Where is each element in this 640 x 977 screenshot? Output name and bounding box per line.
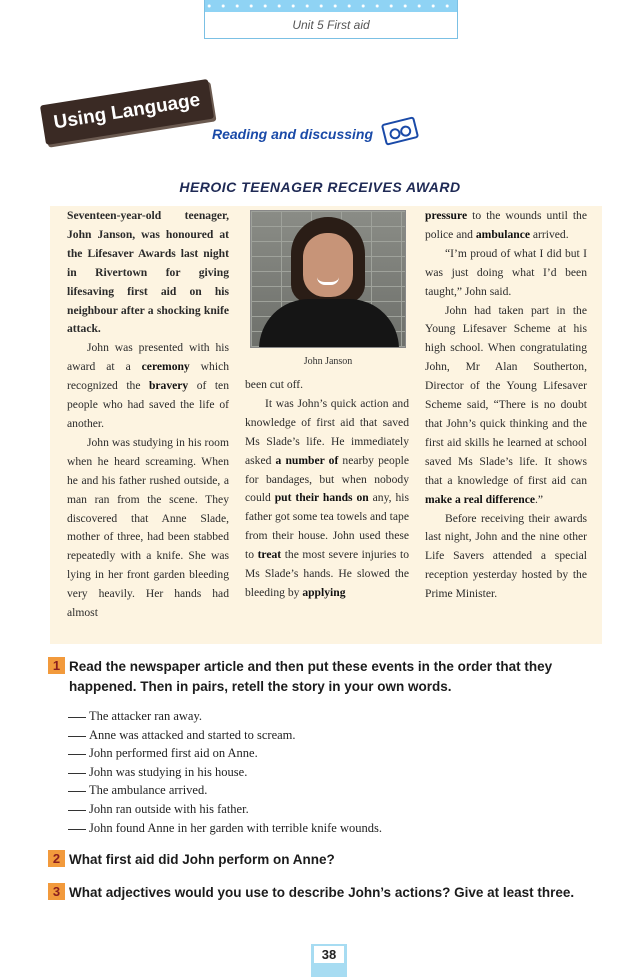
event-item (68, 781, 382, 800)
key-word: ambulance (475, 227, 530, 241)
key-word: bravery (148, 379, 189, 393)
event-item (68, 819, 382, 838)
article-paragraph (425, 207, 587, 245)
section-subheading: Reading and discussing (212, 126, 374, 142)
answer-blank[interactable] (68, 754, 86, 755)
task-1-text: Read the newspaper article and then put these events in the order that they (69, 659, 553, 674)
article-lead: Seventeen-year-old teenager, John Janson, was honoured at the Lifesaver Awards last night in Rivertown for giving lifesaving first aid on his neighbour after a shocking knife attack. (67, 209, 229, 336)
article-paragraph: been cut off. (245, 378, 304, 391)
answer-blank[interactable] (68, 791, 86, 792)
event-item (68, 707, 382, 726)
text-run: which recognized the (67, 360, 230, 393)
john-janson-photo (250, 210, 406, 348)
event-item (68, 726, 382, 745)
event-text: John ran outside with his father. (89, 801, 249, 816)
text-run: John was presented with his award at a (67, 341, 229, 374)
photo-caption: John Janson (303, 356, 353, 367)
text-run: of ten people who had saved the life of another. (67, 379, 229, 430)
answer-blank[interactable] (68, 810, 86, 811)
task-1-text-continued: happened. Then in pairs, retell the story in your own words. (69, 679, 452, 694)
key-word: applying (302, 585, 346, 599)
key-word: ceremony (141, 360, 190, 374)
answer-blank[interactable] (68, 717, 86, 718)
text-run: the most severe injuries to Ms Slade’s hands. He slowed the bleeding by (245, 548, 409, 599)
event-text: Anne was attacked and started to scream. (89, 727, 296, 742)
key-word: make a real difference (425, 492, 535, 506)
event-text: The ambulance arrived. (89, 783, 208, 798)
task-3 (48, 883, 574, 903)
answer-blank[interactable] (68, 773, 86, 774)
answer-blank[interactable] (68, 829, 86, 830)
header-decoration (205, 0, 457, 12)
unit-header (204, 0, 458, 39)
text-run: John had taken part in the Young Lifesaver Scheme at his high school. When congratulating John, Mr Alan Southerton, Director of the Young Lifesaver Scheme said, “There is no doubt that John’s quick thinking and the first aid skills he learned at school saved Ms Slade’s life. It shows that a knowledge of first aid can (425, 303, 587, 487)
event-text: John performed first aid on Anne. (89, 746, 258, 761)
task-number-badge: 3 (48, 883, 65, 900)
task-2 (48, 850, 335, 870)
task-2-text: What first aid did John perform on Anne? (69, 852, 335, 867)
event-item (68, 763, 382, 782)
event-item (68, 800, 382, 819)
article-paragraph (67, 339, 229, 434)
text-run: .” (535, 492, 544, 506)
section-banner (40, 79, 214, 145)
page-number: 38 (314, 946, 344, 963)
article-column-2 (245, 376, 409, 603)
article-paragraph (425, 302, 587, 510)
article-column-3 (425, 207, 587, 604)
key-word: put their hands on (274, 491, 369, 505)
article-column-1 (67, 207, 229, 623)
event-item (68, 744, 382, 763)
event-text: The attacker ran away. (89, 709, 203, 723)
article-headline: HEROIC TEENAGER RECEIVES AWARD (179, 179, 461, 195)
text-run: any, his father got some tea towels and tape from their house. John used these to (245, 491, 409, 562)
article-paragraph (245, 395, 409, 603)
article-paragraph: John was studying in his room when he heard screaming. When he and his father rushed outside, a man ran from the scene. They discovered that Anne Slade, mother of three, had been stabbed repeatedly with a knife. She was lying in her front garden bleeding very heavily. Her hands had almost (67, 435, 229, 620)
task-1 (48, 657, 618, 697)
article-paragraph: Before receiving their awards last night, John and the nine other Life Savers attended a special reception yesterday hosted by the Prime Minister. (425, 511, 587, 601)
section-banner-label: Using Language (52, 89, 202, 134)
answer-blank[interactable] (68, 736, 86, 737)
unit-title: Unit 5 First aid (292, 18, 370, 32)
key-word: a number of (275, 453, 339, 467)
task-number-badge: 1 (48, 657, 65, 674)
article-paragraph: “I’m proud of what I did but I was just doing what I’d been taught,” John said. (425, 246, 587, 298)
page-number-tab (311, 944, 347, 977)
cassette-tape-icon (381, 116, 419, 146)
text-run: It was John’s quick action and knowledge of first aid that saved Ms Slade’s life. He immediately asked (245, 396, 409, 467)
key-word: treat (257, 548, 282, 562)
text-run: nearby people for bandages, but when nobody could (245, 453, 409, 505)
text-run: arrived. (529, 227, 569, 241)
event-text: John found Anne in her garden with terrible knife wounds. (89, 820, 382, 835)
text-run: to the wounds until the police and (425, 209, 587, 241)
event-list (68, 707, 382, 837)
task-3-text: What adjectives would you use to describe John’s actions? Give at least three. (69, 885, 575, 900)
event-text: John was studying in his house. (89, 764, 248, 779)
task-number-badge: 2 (48, 850, 65, 867)
key-word: pressure (425, 209, 468, 222)
